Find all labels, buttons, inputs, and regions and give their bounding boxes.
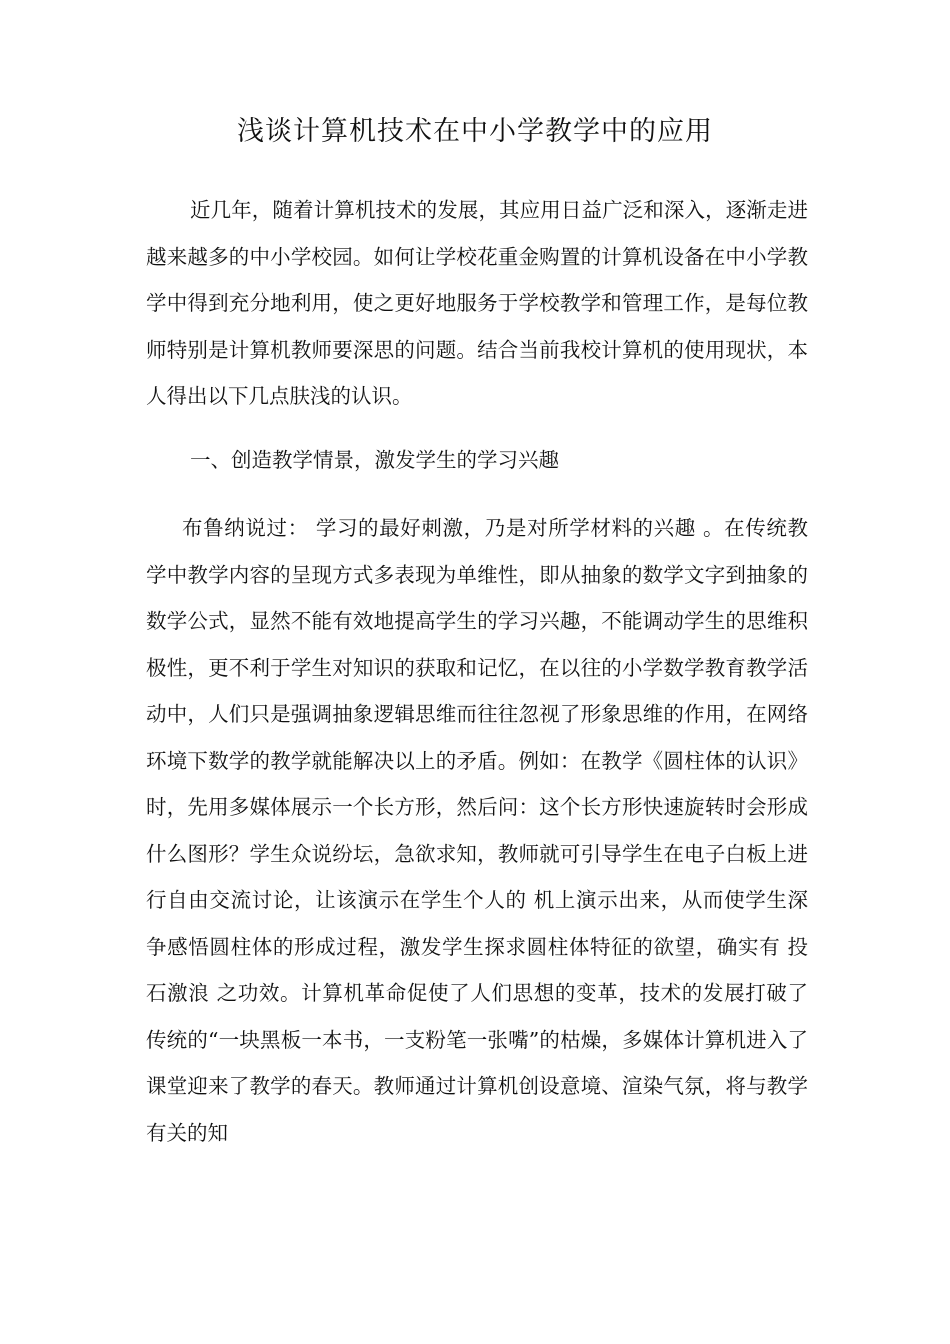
intro-paragraph: 近几年，随着计算机技术的发展，其应用日益广泛和深入，逐渐走进越来越多的中小学校园。如何让学校花重金购置的计算机设备在中小学教学中得到充分地利用，使之更好地服务于学校教学和管理工作，是每位教师特别是计算机教师要深思的问题。结合当前我校计算机的使用现状，本人得出以下几点肤浅的认识。	[146, 198, 808, 408]
section-paragraph: 布鲁纳说过： 学习的最好刺激，乃是对所学材料的兴趣 。在传统教学中教学内容的呈现方式多表现为单维性，即从抽象的数学文字到抽象的数学公式，显然不能有效地提高学生的学习兴趣，不能调动学生的思维积极性，更不利于学生对知识的获取和记忆，在以往的小学数学教育教学活动中，人们只是强调抽象逻辑思维而往往忽视了形象思维的作用，在网络环境下数学的教学就能解决以上的矛盾。例如：在教学《圆柱体的认识》时，先用多媒体展示一个长方形，然后问：这个长方形快速旋转时会形成什么图形？学生众说纷坛，急欲求知，教师就可引导学生在电子白板上进行自由交流讨论，让该演示在学生个人的 机上演示出来，从而使学生深争感悟圆柱体的形成过程，激发学生探求圆柱体特征的欲望，确实有 投石激浪 之功效。计算机革命促使了人们思想的变革，技术的发展打破了传统的“一块黑板一本书，一支粉笔一张嘴”的枯燥，多媒体计算机进入了课堂迎来了教学的春天。教师通过计算机创设意境、渲染气氛，将与教学有关的知	[146, 516, 808, 1145]
section-heading: 一、创造教学情景，激发学生的学习兴趣	[190, 448, 559, 472]
document-title: 浅谈计算机技术在中小学教学中的应用	[237, 116, 713, 147]
